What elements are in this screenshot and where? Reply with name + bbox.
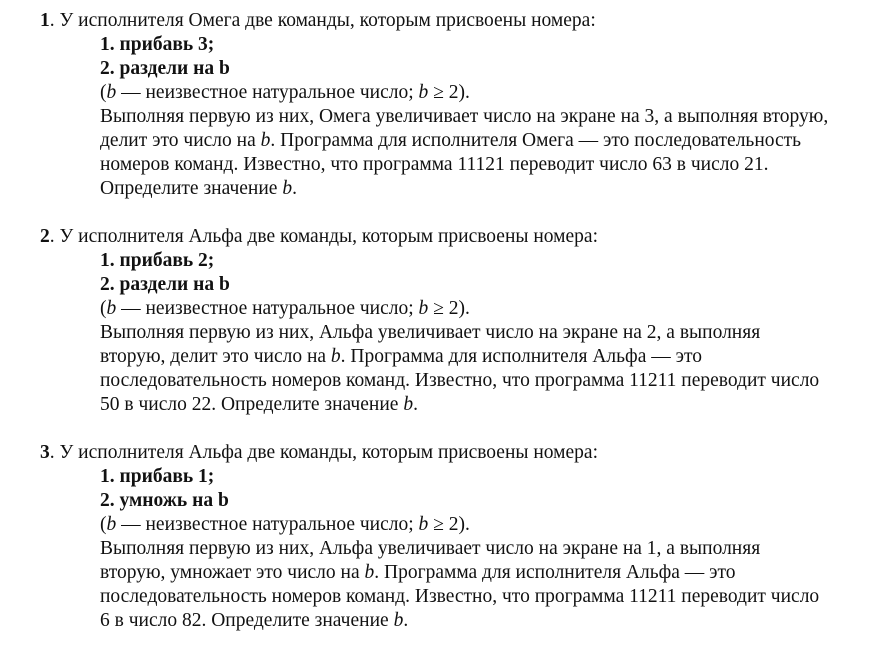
note-text: — неизвестное натуральное число;	[116, 298, 419, 319]
problem-body	[40, 249, 830, 417]
variable-b: b	[418, 514, 429, 535]
description-end: .	[413, 394, 418, 415]
description-text: . Программа для исполнителя Омега — это последовательность номеров команд. Известно, что программа 11121 переводит число 63 в число 21. Определите значение	[100, 130, 802, 199]
description-end: .	[403, 610, 409, 631]
variable-b: b	[260, 130, 271, 151]
problem-body	[40, 33, 830, 201]
problem-body	[40, 465, 830, 633]
document	[40, 9, 870, 633]
problem-heading	[40, 225, 870, 249]
command-2: 2. раздели на b	[100, 58, 230, 79]
problem-1	[40, 9, 870, 201]
note-condition: ≥ 2).	[428, 82, 470, 103]
command-2: 2. раздели на b	[100, 274, 230, 295]
note-open: (	[100, 82, 107, 103]
command-1: 1. прибавь 3;	[100, 34, 215, 55]
problem-heading	[40, 9, 870, 33]
problem-number: 2	[40, 226, 50, 247]
variable-b: b	[106, 514, 117, 535]
problem-intro: . У исполнителя Омега две команды, которым присвоены номера:	[49, 10, 596, 31]
variable-b: b	[393, 610, 404, 631]
description-text: Выполняя первую из них, Альфа увеличивает число на экране на 1, а выполняя вторую, умножает это число на	[100, 538, 761, 583]
problem-heading	[40, 441, 870, 465]
description-text: . Программа для исполнителя Альфа — это последовательность номеров команд. Известно, что программа 11211 переводит число 6 в число 82. Определите значение	[100, 562, 820, 631]
command-1: 1. прибавь 1;	[100, 466, 215, 487]
problem-intro: . У исполнителя Альфа две команды, которым присвоены номера:	[49, 226, 598, 247]
command-1: 1. прибавь 2;	[100, 250, 215, 271]
problem-2	[40, 225, 870, 417]
parameter-note	[100, 297, 830, 321]
note-condition: ≥ 2).	[428, 298, 470, 319]
description-end: .	[292, 178, 297, 199]
problem-3	[40, 441, 870, 633]
note-text: — неизвестное натуральное число;	[116, 514, 419, 535]
variable-b: b	[282, 178, 293, 199]
problem-number: 3	[40, 442, 50, 463]
parameter-note	[100, 513, 830, 537]
problem-description	[100, 321, 830, 417]
variable-b: b	[106, 82, 117, 103]
description-text: Выполняя первую из них, Омега увеличивает число на экране на 3, а выполняя вторую, делит это число на	[100, 106, 829, 151]
variable-b: b	[330, 346, 341, 367]
command-2: 2. умножь на b	[100, 490, 229, 511]
problem-number: 1	[40, 10, 50, 31]
note-open: (	[100, 514, 107, 535]
variable-b: b	[418, 298, 429, 319]
note-condition: ≥ 2).	[428, 514, 470, 535]
problem-description	[100, 537, 830, 633]
description-text: . Программа для исполнителя Альфа — это последовательность номеров команд. Известно, что программа 11211 переводит число 50 в число 22. Определите значение	[100, 346, 820, 415]
problem-description	[100, 105, 830, 201]
variable-b: b	[106, 298, 117, 319]
variable-b: b	[418, 82, 429, 103]
parameter-note	[100, 81, 830, 105]
note-open: (	[100, 298, 107, 319]
description-text: Выполняя первую из них, Альфа увеличивает число на экране на 2, а выполняя вторую, делит это число на	[100, 322, 761, 367]
problem-intro: . У исполнителя Альфа две команды, которым присвоены номера:	[49, 442, 598, 463]
variable-b: b	[364, 562, 375, 583]
variable-b: b	[403, 394, 414, 415]
note-text: — неизвестное натуральное число;	[116, 82, 419, 103]
